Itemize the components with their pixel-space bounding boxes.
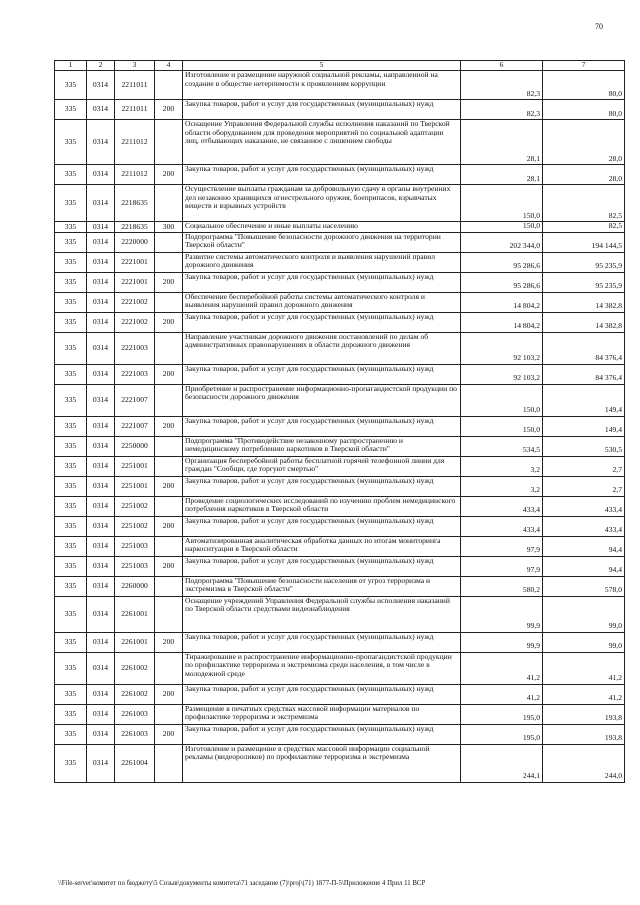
expense-type-cell: [155, 456, 183, 476]
description-cell: Закупка товаров, работ и услуг для государственных (муниципальных) нужд: [183, 312, 461, 332]
table-row: [55, 632, 625, 652]
expense-type-cell: [155, 120, 183, 165]
section-code-cell: 0314: [87, 576, 115, 596]
executed-amount-cell: 14 382,8: [543, 292, 625, 312]
chapter-code-cell: 335: [55, 272, 87, 292]
target-article-cell: 2261004: [115, 744, 155, 782]
description-cell: Оснащение учреждений Управления Федеральной службы исполнения наказаний по Тверской области средствами видеонаблюдения: [183, 596, 461, 632]
chapter-code-cell: 335: [55, 556, 87, 576]
section-code-cell: 0314: [87, 744, 115, 782]
expense-type-cell: 200: [155, 516, 183, 536]
description-cell: Закупка товаров, работ и услуг для государственных (муниципальных) нужд: [183, 165, 461, 185]
planned-amount-cell: 99,9: [461, 632, 543, 652]
description-cell: Закупка товаров, работ и услуг для государственных (муниципальных) нужд: [183, 632, 461, 652]
description-cell: Приобретение и распространение информационно-пропагандистской продукции по безопасности дорожного движения: [183, 384, 461, 416]
planned-amount-cell: 41,2: [461, 684, 543, 704]
section-code-cell: 0314: [87, 292, 115, 312]
chapter-code-cell: 335: [55, 71, 87, 100]
table-row: [55, 120, 625, 165]
column-header: 1: [55, 61, 87, 71]
expense-type-cell: [155, 384, 183, 416]
expense-type-cell: [155, 596, 183, 632]
executed-amount-cell: 193,8: [543, 724, 625, 744]
executed-amount-cell: 94,4: [543, 556, 625, 576]
chapter-code-cell: 335: [55, 456, 87, 476]
section-code-cell: 0314: [87, 652, 115, 684]
table-row: [55, 312, 625, 332]
executed-amount-cell: 95 235,9: [543, 272, 625, 292]
section-code-cell: 0314: [87, 364, 115, 384]
table-row: [55, 100, 625, 120]
expense-type-cell: 200: [155, 364, 183, 384]
chapter-code-cell: 335: [55, 165, 87, 185]
executed-amount-cell: 28,0: [543, 165, 625, 185]
description-cell: Подпрограмма "Повышение безопасности дорожного движения на территории Тверской области": [183, 232, 461, 252]
table-row: [55, 596, 625, 632]
planned-amount-cell: 150,0: [461, 185, 543, 222]
chapter-code-cell: 335: [55, 576, 87, 596]
expense-type-cell: 200: [155, 724, 183, 744]
section-code-cell: 0314: [87, 272, 115, 292]
chapter-code-cell: 335: [55, 476, 87, 496]
column-header: 3: [115, 61, 155, 71]
executed-amount-cell: 41,2: [543, 684, 625, 704]
target-article-cell: 2260000: [115, 576, 155, 596]
description-cell: Закупка товаров, работ и услуг для государственных (муниципальных) нужд: [183, 556, 461, 576]
planned-amount-cell: 244,1: [461, 744, 543, 782]
column-header: 2: [87, 61, 115, 71]
chapter-code-cell: 335: [55, 632, 87, 652]
target-article-cell: 2221007: [115, 416, 155, 436]
description-cell: Закупка товаров, работ и услуг для государственных (муниципальных) нужд: [183, 272, 461, 292]
executed-amount-cell: 84 376,4: [543, 332, 625, 364]
table-row: [55, 652, 625, 684]
chapter-code-cell: 335: [55, 596, 87, 632]
expense-type-cell: 200: [155, 165, 183, 185]
planned-amount-cell: 82,3: [461, 71, 543, 100]
chapter-code-cell: 335: [55, 332, 87, 364]
target-article-cell: 2251003: [115, 536, 155, 556]
chapter-code-cell: 335: [55, 416, 87, 436]
chapter-code-cell: 335: [55, 185, 87, 222]
executed-amount-cell: 14 382,8: [543, 312, 625, 332]
executed-amount-cell: 84 376,4: [543, 364, 625, 384]
expense-type-cell: 200: [155, 632, 183, 652]
section-code-cell: 0314: [87, 724, 115, 744]
target-article-cell: 2221003: [115, 364, 155, 384]
planned-amount-cell: 150,0: [461, 416, 543, 436]
description-cell: Закупка товаров, работ и услуг для государственных (муниципальных) нужд: [183, 684, 461, 704]
description-cell: Обеспечение бесперебойной работы системы автоматического контроля и выявления нарушений правил дорожного движения: [183, 292, 461, 312]
planned-amount-cell: 202 344,0: [461, 232, 543, 252]
executed-amount-cell: 95 235,9: [543, 252, 625, 272]
description-cell: Автоматизированная аналитическая обработка данных по итогам мониторинга наркоситуации в Тверской области: [183, 536, 461, 556]
section-code-cell: 0314: [87, 516, 115, 536]
description-cell: Изготовление и размещение в средствах массовой информации социальной рекламы (видеороликов) по профилактике терроризма и экстремизма: [183, 744, 461, 782]
executed-amount-cell: 80,0: [543, 100, 625, 120]
chapter-code-cell: 335: [55, 516, 87, 536]
chapter-code-cell: 335: [55, 436, 87, 456]
executed-amount-cell: 149,4: [543, 416, 625, 436]
chapter-code-cell: 335: [55, 536, 87, 556]
chapter-code-cell: 335: [55, 312, 87, 332]
table-row: [55, 165, 625, 185]
target-article-cell: 2211012: [115, 120, 155, 165]
chapter-code-cell: 335: [55, 252, 87, 272]
expense-type-cell: 200: [155, 272, 183, 292]
planned-amount-cell: 82,3: [461, 100, 543, 120]
planned-amount-cell: 95 286,6: [461, 252, 543, 272]
target-article-cell: 2261003: [115, 704, 155, 724]
chapter-code-cell: 335: [55, 120, 87, 165]
planned-amount-cell: 580,2: [461, 576, 543, 596]
table-row: [55, 516, 625, 536]
chapter-code-cell: 335: [55, 222, 87, 233]
target-article-cell: 2221001: [115, 272, 155, 292]
chapter-code-cell: 335: [55, 232, 87, 252]
table-row: [55, 232, 625, 252]
chapter-code-cell: 335: [55, 704, 87, 724]
target-article-cell: 2220000: [115, 232, 155, 252]
executed-amount-cell: 28,0: [543, 120, 625, 165]
planned-amount-cell: 97,9: [461, 536, 543, 556]
expense-type-cell: 200: [155, 416, 183, 436]
section-code-cell: 0314: [87, 100, 115, 120]
target-article-cell: 2221002: [115, 312, 155, 332]
target-article-cell: 2250000: [115, 436, 155, 456]
table-row: [55, 476, 625, 496]
description-cell: Закупка товаров, работ и услуг для государственных (муниципальных) нужд: [183, 516, 461, 536]
executed-amount-cell: 149,4: [543, 384, 625, 416]
header-row: [55, 61, 625, 71]
executed-amount-cell: 194 144,5: [543, 232, 625, 252]
chapter-code-cell: 335: [55, 364, 87, 384]
expense-type-cell: [155, 704, 183, 724]
chapter-code-cell: 335: [55, 652, 87, 684]
expense-type-cell: 300: [155, 222, 183, 233]
section-code-cell: 0314: [87, 416, 115, 436]
executed-amount-cell: 193,8: [543, 704, 625, 724]
table-row: [55, 416, 625, 436]
section-code-cell: 0314: [87, 476, 115, 496]
planned-amount-cell: 99,9: [461, 596, 543, 632]
description-cell: Закупка товаров, работ и услуг для государственных (муниципальных) нужд: [183, 100, 461, 120]
expense-type-cell: [155, 652, 183, 684]
target-article-cell: 2251002: [115, 496, 155, 516]
table-row: [55, 364, 625, 384]
target-article-cell: 2221003: [115, 332, 155, 364]
table-row: [55, 744, 625, 782]
executed-amount-cell: 99,0: [543, 632, 625, 652]
executed-amount-cell: 433,4: [543, 516, 625, 536]
table-row: [55, 456, 625, 476]
executed-amount-cell: 433,4: [543, 496, 625, 516]
expense-type-cell: 200: [155, 476, 183, 496]
planned-amount-cell: 433,4: [461, 496, 543, 516]
target-article-cell: 2261003: [115, 724, 155, 744]
chapter-code-cell: 335: [55, 292, 87, 312]
description-cell: Тиражирование и распространение информационно-пропагандистской продукции по профилактике терроризма и экстремизма среди населения, в том числе в молодежной среде: [183, 652, 461, 684]
target-article-cell: 2218635: [115, 222, 155, 233]
table-row: [55, 556, 625, 576]
table-row: [55, 496, 625, 516]
section-code-cell: 0314: [87, 252, 115, 272]
chapter-code-cell: 335: [55, 496, 87, 516]
planned-amount-cell: 95 286,6: [461, 272, 543, 292]
expense-type-cell: [155, 292, 183, 312]
planned-amount-cell: 92 103,2: [461, 364, 543, 384]
executed-amount-cell: 82,5: [543, 222, 625, 233]
expense-type-cell: 200: [155, 100, 183, 120]
expense-type-cell: [155, 436, 183, 456]
expense-type-cell: [155, 332, 183, 364]
expense-type-cell: [155, 576, 183, 596]
target-article-cell: 2261001: [115, 596, 155, 632]
planned-amount-cell: 41,2: [461, 652, 543, 684]
description-cell: Осуществление выплаты гражданам за добровольную сдачу в органы внутренних дел незаконно хранящихся огнестрельного оружия, боеприпасов, взрывчатых веществ и взрывных устройств: [183, 185, 461, 222]
section-code-cell: 0314: [87, 556, 115, 576]
section-code-cell: 0314: [87, 456, 115, 476]
target-article-cell: 2218635: [115, 185, 155, 222]
description-cell: Закупка товаров, работ и услуг для государственных (муниципальных) нужд: [183, 476, 461, 496]
expense-type-cell: [155, 71, 183, 100]
description-cell: Закупка товаров, работ и услуг для государственных (муниципальных) нужд: [183, 364, 461, 384]
table-row: [55, 704, 625, 724]
section-code-cell: 0314: [87, 165, 115, 185]
planned-amount-cell: 195,0: [461, 724, 543, 744]
chapter-code-cell: 335: [55, 684, 87, 704]
table-row: [55, 576, 625, 596]
description-cell: Закупка товаров, работ и услуг для государственных (муниципальных) нужд: [183, 724, 461, 744]
expense-type-cell: [155, 536, 183, 556]
target-article-cell: 2211011: [115, 100, 155, 120]
chapter-code-cell: 335: [55, 100, 87, 120]
table-row: [55, 292, 625, 312]
executed-amount-cell: 2,7: [543, 476, 625, 496]
column-header: 4: [155, 61, 183, 71]
expense-type-cell: 200: [155, 684, 183, 704]
expense-type-cell: [155, 744, 183, 782]
budget-table: [54, 60, 625, 783]
section-code-cell: 0314: [87, 384, 115, 416]
description-cell: Организация бесперебойной работы бесплатной горячей телефонной линии для граждан "Сообщи, где торгуют смертью": [183, 456, 461, 476]
table-row: [55, 272, 625, 292]
expense-type-cell: [155, 252, 183, 272]
section-code-cell: 0314: [87, 436, 115, 456]
table-row: [55, 536, 625, 556]
table-row: [55, 185, 625, 222]
column-header: 7: [543, 61, 625, 71]
chapter-code-cell: 335: [55, 744, 87, 782]
executed-amount-cell: 244,0: [543, 744, 625, 782]
planned-amount-cell: 150,0: [461, 222, 543, 233]
table-row: [55, 252, 625, 272]
section-code-cell: 0314: [87, 185, 115, 222]
expense-type-cell: [155, 496, 183, 516]
table-row: [55, 71, 625, 100]
target-article-cell: 2251001: [115, 476, 155, 496]
target-article-cell: 2221007: [115, 384, 155, 416]
table-row: [55, 384, 625, 416]
section-code-cell: 0314: [87, 222, 115, 233]
planned-amount-cell: 534,5: [461, 436, 543, 456]
planned-amount-cell: 92 103,2: [461, 332, 543, 364]
description-cell: Развитие системы автоматического контроля и выявления нарушений правил дорожного движения: [183, 252, 461, 272]
file-path-footer: \\File-server\комитет по бюджету\5 Созыв\документы комитета\71 заседание (7)\proj\(71) 1877-П-5\Приложение 4 Прил 11 BCP: [58, 880, 426, 887]
table-row: [55, 222, 625, 233]
executed-amount-cell: 2,7: [543, 456, 625, 476]
target-article-cell: 2261002: [115, 652, 155, 684]
target-article-cell: 2211011: [115, 71, 155, 100]
planned-amount-cell: 28,1: [461, 165, 543, 185]
description-cell: Социальное обеспечение и иные выплаты населению: [183, 222, 461, 233]
column-header: 5: [183, 61, 461, 71]
section-code-cell: 0314: [87, 684, 115, 704]
table-row: [55, 332, 625, 364]
target-article-cell: 2251001: [115, 456, 155, 476]
planned-amount-cell: 150,0: [461, 384, 543, 416]
target-article-cell: 2221001: [115, 252, 155, 272]
planned-amount-cell: 14 804,2: [461, 292, 543, 312]
page-number: 70: [595, 22, 603, 31]
description-cell: Закупка товаров, работ и услуг для государственных (муниципальных) нужд: [183, 416, 461, 436]
description-cell: Подпрограмма "Повышение безопасности населения от угроз терроризма и экстремизма в Тверской области": [183, 576, 461, 596]
description-cell: Размещение в печатных средствах массовой информации материалов по профилактике терроризма и экстремизма: [183, 704, 461, 724]
section-code-cell: 0314: [87, 704, 115, 724]
target-article-cell: 2251003: [115, 556, 155, 576]
section-code-cell: 0314: [87, 312, 115, 332]
chapter-code-cell: 335: [55, 384, 87, 416]
expense-type-cell: 200: [155, 556, 183, 576]
executed-amount-cell: 82,5: [543, 185, 625, 222]
executed-amount-cell: 41,2: [543, 652, 625, 684]
section-code-cell: 0314: [87, 536, 115, 556]
description-cell: Подпрограмма "Противодействие незаконному распространению и немедицинскому потреблению наркотиков в Тверской области": [183, 436, 461, 456]
planned-amount-cell: 14 804,2: [461, 312, 543, 332]
planned-amount-cell: 195,0: [461, 704, 543, 724]
expense-type-cell: [155, 185, 183, 222]
table-row: [55, 436, 625, 456]
planned-amount-cell: 433,4: [461, 516, 543, 536]
description-cell: Проведение социологических исследований по изучению проблем немедицинского потребления наркотиков в Тверской области: [183, 496, 461, 516]
table-row: [55, 684, 625, 704]
target-article-cell: 2261001: [115, 632, 155, 652]
section-code-cell: 0314: [87, 632, 115, 652]
description-cell: Направление участникам дорожного движения постановлений по делам об административных правонарушениях в области дорожного движения: [183, 332, 461, 364]
description-cell: Оснащение Управления Федеральной службы исполнения наказаний по Тверской области оборудованием для проведения мероприятий по социальной адаптации лиц, отбывающих наказание, не связанное с лишением свободы: [183, 120, 461, 165]
planned-amount-cell: 28,1: [461, 120, 543, 165]
executed-amount-cell: 578,0: [543, 576, 625, 596]
expense-type-cell: [155, 232, 183, 252]
executed-amount-cell: 94,4: [543, 536, 625, 556]
section-code-cell: 0314: [87, 71, 115, 100]
target-article-cell: 2261002: [115, 684, 155, 704]
section-code-cell: 0314: [87, 232, 115, 252]
target-article-cell: 2221002: [115, 292, 155, 312]
table-row: [55, 724, 625, 744]
table-body: [55, 71, 625, 783]
section-code-cell: 0314: [87, 496, 115, 516]
executed-amount-cell: 80,0: [543, 71, 625, 100]
section-code-cell: 0314: [87, 596, 115, 632]
planned-amount-cell: 3,2: [461, 456, 543, 476]
executed-amount-cell: 530,5: [543, 436, 625, 456]
expense-type-cell: 200: [155, 312, 183, 332]
planned-amount-cell: 3,2: [461, 476, 543, 496]
target-article-cell: 2211012: [115, 165, 155, 185]
section-code-cell: 0314: [87, 332, 115, 364]
planned-amount-cell: 97,9: [461, 556, 543, 576]
target-article-cell: 2251002: [115, 516, 155, 536]
description-cell: Изготовление и размещение наружной социальной рекламы, направленной на создание в обществе нетерпимости к проявлениям коррупции: [183, 71, 461, 100]
section-code-cell: 0314: [87, 120, 115, 165]
column-header: 6: [461, 61, 543, 71]
chapter-code-cell: 335: [55, 724, 87, 744]
executed-amount-cell: 99,0: [543, 596, 625, 632]
